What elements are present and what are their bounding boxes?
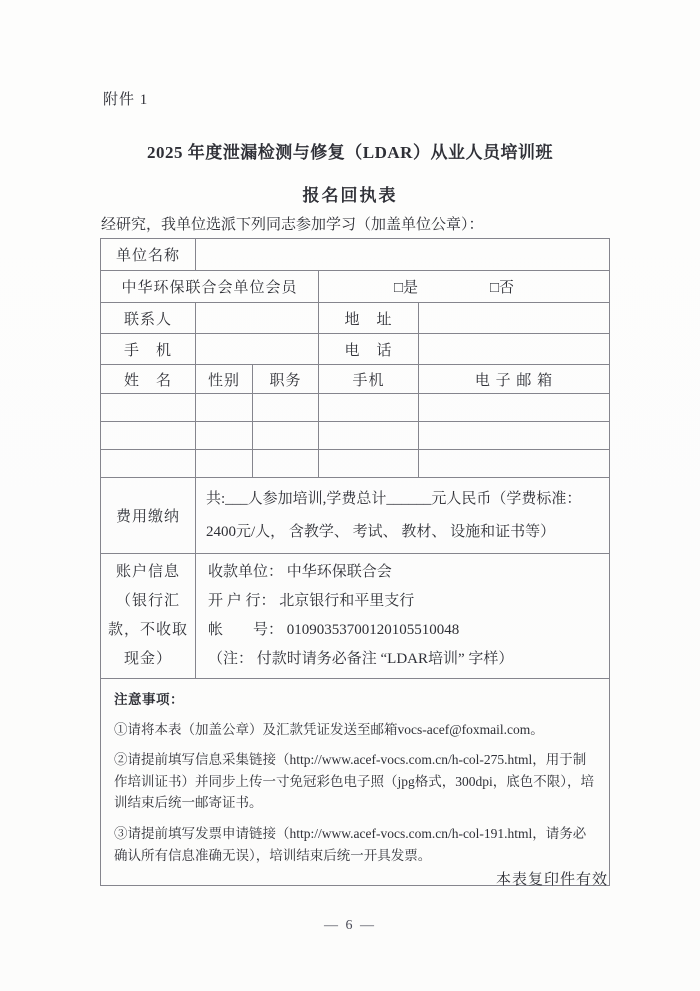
fee-line-1: 共:___人参加培训,学费总计______元人民币（学费标准： (206, 490, 582, 507)
contact-address-row (101, 303, 610, 334)
fee-line-2: 2400元/人， 含教学、 考试、 教材、 设施和证书等） (206, 523, 556, 540)
intro-text: 经研究，我单位选派下列同志参加学习（加盖单位公章）： (101, 217, 484, 233)
account-label-line: 现金） (123, 651, 172, 667)
account-number-line: 帐 号： 01090353700120105510048 (208, 622, 460, 638)
account-payee-line: 收款单位： 中华环保联合会 (208, 564, 392, 580)
copy-valid-note: 本表复印件有效 (495, 872, 608, 888)
empty-cell (253, 394, 319, 422)
fee-content-cell (196, 478, 610, 554)
empty-cell (101, 394, 196, 422)
account-note-line: （注： 付款时请务必备注 “LDAR培训” 字样） (208, 651, 514, 667)
fee-row (101, 478, 610, 554)
header-email: 电 子 邮 箱 (419, 365, 610, 394)
address-label: 地 址 (319, 303, 419, 334)
header-mobile: 手机 (319, 365, 419, 394)
empty-cell (419, 422, 610, 450)
empty-cell (196, 422, 253, 450)
contact-label: 联系人 (101, 303, 196, 334)
empty-cell (253, 450, 319, 478)
registration-table (100, 238, 610, 886)
personnel-empty-row (101, 422, 610, 450)
empty-cell (319, 422, 419, 450)
empty-cell (419, 394, 610, 422)
account-label (101, 554, 196, 679)
form-subtitle: 报名回执表 (302, 186, 398, 205)
attachment-label: 附件 1 (103, 92, 149, 108)
empty-cell (253, 422, 319, 450)
fee-label: 费用缴纳 (101, 478, 196, 554)
notes-cell (101, 679, 610, 886)
empty-cell (101, 422, 196, 450)
note-item-1: ①请将本表（加盖公章）及汇款凭证发送至邮箱vocs-acef@foxmail.com。 (114, 721, 544, 737)
membership-row (101, 271, 610, 303)
phone-label: 电 话 (319, 334, 419, 365)
header-gender: 性别 (196, 365, 253, 394)
personnel-header-row (101, 365, 610, 394)
unit-name-label: 单位名称 (101, 239, 196, 271)
empty-cell (196, 394, 253, 422)
form-title: 2025 年度泄漏检测与修复（LDAR）从业人员培训班 (147, 143, 553, 162)
unit-name-value-cell (196, 239, 610, 271)
mobile-value-cell (196, 334, 319, 365)
membership-label: 中华环保联合会单位会员 (101, 271, 319, 303)
contact-value-cell (196, 303, 319, 334)
unit-name-row (101, 239, 610, 271)
header-name: 姓 名 (101, 365, 196, 394)
header-duty: 职务 (253, 365, 319, 394)
empty-cell (101, 450, 196, 478)
mobile-phone-row (101, 334, 610, 365)
account-label-line: 账户信息 (115, 564, 180, 580)
account-label-line: 款，不收取 (107, 622, 188, 638)
mobile-label: 手 机 (101, 334, 196, 365)
empty-cell (419, 450, 610, 478)
personnel-empty-row (101, 394, 610, 422)
membership-options-cell (319, 271, 610, 303)
page-number: — 6 — (324, 918, 376, 933)
address-value-cell (419, 303, 610, 334)
note-item-2: ②请提前填写信息采集链接（http://www.acef-vocs.com.cn/h-col-275.html，用于制作培训证书）并同步上传一寸免冠彩色电子照（jpg格式，300dpi，底色不限），培训结束后统一邮寄证书。 (114, 752, 595, 811)
notes-title: 注意事项： (114, 692, 184, 707)
account-row (101, 554, 610, 679)
empty-cell (319, 394, 419, 422)
note-item-3: ③请提前填写发票申请链接（http://www.acef-vocs.com.cn/h-col-191.html，请务必确认所有信息准确无误），培训结束后统一开具发票。 (114, 825, 587, 863)
empty-cell (196, 450, 253, 478)
empty-cell (319, 450, 419, 478)
account-label-line: （银行汇 (115, 593, 180, 609)
account-bank-line: 开 户 行： 北京银行和平里支行 (208, 593, 415, 609)
personnel-empty-row (101, 450, 610, 478)
phone-value-cell (419, 334, 610, 365)
account-content-cell (196, 554, 610, 679)
membership-no-checkbox: □否 (490, 280, 515, 296)
membership-yes-checkbox: □是 (393, 280, 418, 296)
notes-row (101, 679, 610, 886)
